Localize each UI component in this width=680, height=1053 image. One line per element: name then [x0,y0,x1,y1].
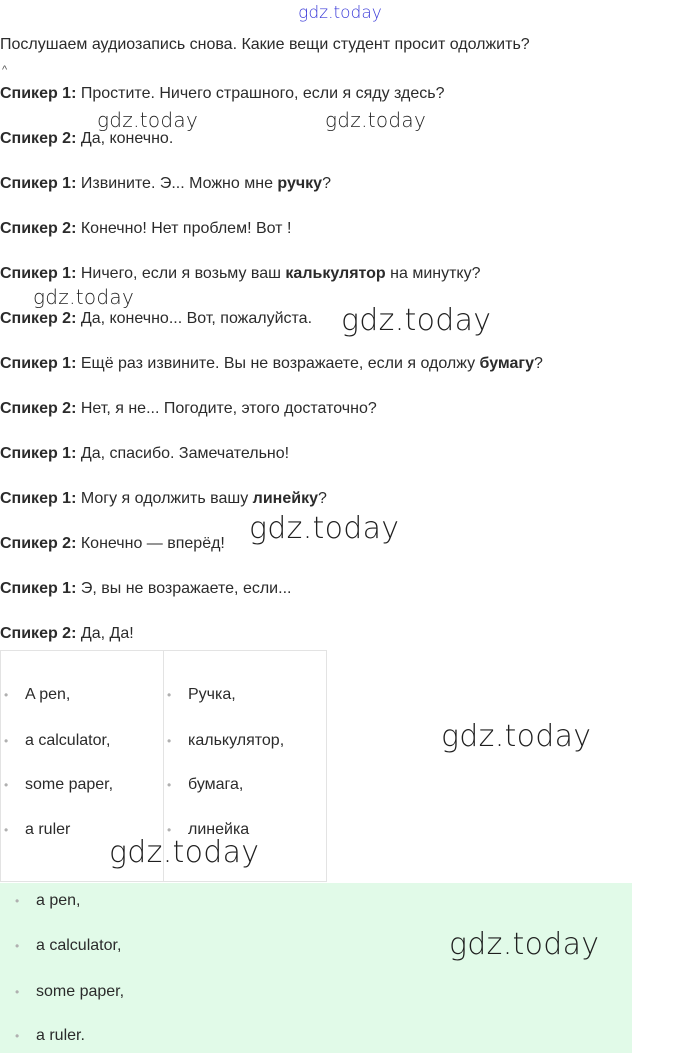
site-header-link[interactable]: gdz.today [298,3,382,23]
line-text: Конечно — вперёд! [76,535,225,552]
speaker-label: Спикер 1: [0,490,77,507]
speaker-label: Спикер 2: [0,130,77,147]
watermark: gdz.today [441,719,592,754]
question-text: Послушаем аудиозапись снова. Какие вещи студент просит одолжить? [0,36,530,53]
list-item: • A pen, [25,686,70,704]
watermark: gdz.today [249,511,400,546]
line-text: Да, конечно. [76,130,174,147]
dialogue-line [0,85,445,103]
line-text: Могу я одолжить вашу [76,490,253,507]
dialogue-line [0,535,225,553]
line-text: Ничего, если я возьму ваш [76,265,286,282]
list-item: • калькулятор, [188,732,284,750]
line-text: Да, Да! [76,625,134,642]
watermark: gdz.today [33,285,135,309]
line-text: на минутку? [385,265,481,282]
speaker-label: Спикер 2: [0,310,77,327]
answer-box [0,883,632,1053]
line-text: ? [317,490,327,507]
dialogue-line [0,175,331,193]
speaker-label: Спикер 2: [0,400,77,417]
dialogue-line [0,580,291,598]
list-item: • some paper, [25,776,113,794]
speaker-label: Спикер 1: [0,175,77,192]
list-item: • бумага, [188,776,243,794]
speaker-label: Спикер 1: [0,85,77,102]
watermark: gdz.today [109,835,260,870]
highlighted-item: калькулятор [285,265,386,282]
list-item: • a pen, [36,892,80,910]
line-text: Да, спасибо. Замечательно! [76,445,290,462]
dialogue-line [0,355,543,373]
line-text: Нет, я не... Погодите, этого достаточно? [76,400,377,417]
line-text: Да, конечно... Вот, пожалуйста. [76,310,313,327]
speaker-label: Спикер 1: [0,355,77,372]
dialogue-line [0,265,481,283]
highlighted-item: бумагу [479,355,534,372]
watermark: gdz.today [97,108,199,132]
speaker-label: Спикер 2: [0,220,77,237]
dialogue-line [0,310,312,328]
dialogue-line [0,220,291,238]
line-text: ? [534,355,543,372]
line-text: Э, вы не возражаете, если... [76,580,292,597]
watermark: gdz.today [341,303,492,338]
dialogue-line [0,130,173,148]
highlighted-item: линейку [252,490,318,507]
dialogue-line [0,400,377,418]
speaker-label: Спикер 2: [0,535,77,552]
line-text: ? [322,175,331,192]
highlighted-item: ручку [277,175,323,192]
line-text: Извините. Э... Можно мне [76,175,278,192]
speaker-label: Спикер 1: [0,580,77,597]
list-item: • some paper, [36,983,124,1001]
watermark: gdz.today [449,927,600,962]
list-item: • a calculator, [25,732,110,750]
list-item: • a ruler. [36,1027,85,1045]
dialogue-line [0,445,289,463]
line-text: Конечно! Нет проблем! Вот ! [76,220,292,237]
speaker-label: Спикер 1: [0,265,77,282]
line-text: Ещё раз извините. Вы не возражаете, если я одолжу [76,355,480,372]
dialogue-line [0,625,134,643]
dialogue-line [0,490,327,508]
speaker-label: Спикер 2: [0,625,77,642]
line-text: Простите. Ничего страшного, если я сяду здесь? [76,85,445,102]
speaker-label: Спикер 1: [0,445,77,462]
list-item: • линейка [188,821,249,839]
list-item: • a calculator, [36,937,121,955]
watermark: gdz.today [325,108,427,132]
list-item: • Ручка, [188,686,236,704]
caret-mark: ^ [2,64,8,76]
list-item: • a ruler [25,821,70,839]
